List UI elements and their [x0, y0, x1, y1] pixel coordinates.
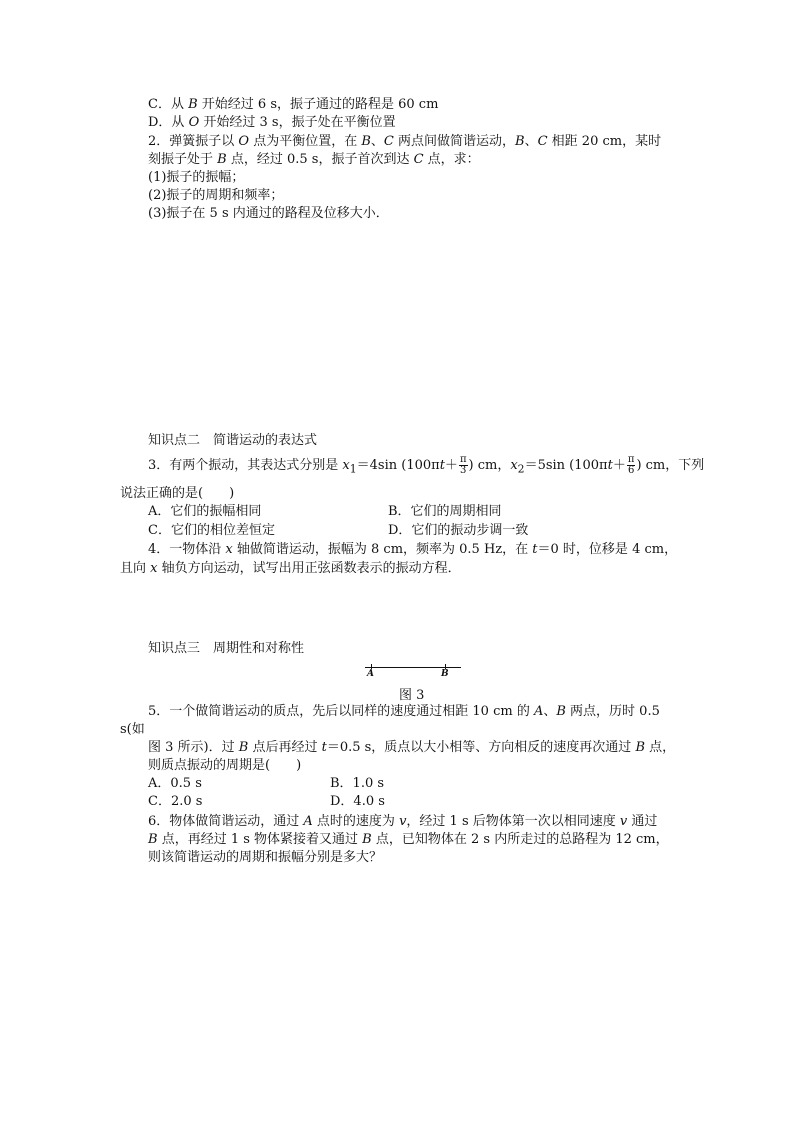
q3-line-2: 说法正确的是( ) [120, 486, 235, 501]
var: x [510, 458, 518, 473]
text: 、 [370, 134, 384, 149]
numerator: π [459, 454, 467, 465]
text: 开始经过 6 s，振子通过的路程是 60 cm [197, 97, 439, 112]
text: ＋ [444, 458, 458, 473]
fraction-pi-6 [627, 455, 636, 476]
q3-option-a: A．它们的振幅相同 [148, 504, 262, 519]
q5-option-a: A．0.5 s [148, 776, 202, 791]
section-3-title: 知识点三 周期性和对称性 [148, 641, 305, 656]
var: t [532, 542, 538, 557]
fraction-pi-3 [459, 455, 468, 476]
text: 点，求： [423, 152, 480, 167]
text: 2．弹簧振子以 [148, 134, 239, 149]
q6-line-1 [148, 813, 657, 831]
var: B [362, 832, 372, 847]
var: x [225, 542, 233, 557]
q5-option-c: C．2.0 s [148, 794, 203, 809]
text: 通过 [627, 814, 658, 829]
var: O [188, 115, 200, 130]
text: 点为平衡位置，在 [249, 134, 362, 149]
q3-line-1 [148, 453, 704, 483]
text: 4．一物体沿 [148, 542, 226, 557]
denominator: 6 [627, 465, 635, 476]
text: ，经过 1 s 后物体第一次以相同速度 [406, 814, 620, 829]
q5-line-3 [148, 739, 675, 757]
text: 开始经过 3 s，振子处在平衡位置 [199, 115, 396, 130]
text: 轴做简谐运动，振幅为 8 cm，频率为 0.5 Hz，在 [232, 542, 533, 557]
var: t [607, 458, 613, 473]
var: B [361, 134, 371, 149]
var: B [515, 134, 525, 149]
var: x [342, 458, 350, 473]
var: B [635, 740, 645, 755]
text: 两点，历时 0.5 [565, 704, 660, 719]
q3-option-b: B．它们的周期相同 [388, 504, 502, 519]
q4-line-1 [148, 541, 677, 559]
q2-sub-3: (3)振子在 5 s 内通过的路程及位移大小． [148, 206, 389, 221]
section-2-title: 知识点二 简谐运动的表达式 [148, 433, 318, 448]
q1-option-c [148, 96, 438, 114]
q5-option-d: D．4.0 s [330, 794, 385, 809]
q6-line-3: 则该简谐运动的周期和振幅分别是多大？ [148, 850, 383, 865]
q1-option-d [148, 114, 396, 132]
var: B [217, 152, 227, 167]
text: ＝0 时，位移是 4 cm， [537, 542, 678, 557]
figure-3-diagram [365, 664, 461, 680]
var: C [383, 134, 394, 149]
q5-option-b: B．1.0 s [330, 776, 385, 791]
text: 点，已知物体在 2 s 内所走过的总路程为 12 cm， [371, 832, 669, 847]
var: B [188, 97, 198, 112]
q5-line-2: s(如 [120, 722, 145, 737]
q2-sub-1: (1)振子的振幅； [148, 170, 245, 185]
point-a-label: A [367, 669, 374, 679]
text: 图 3 所示)．过 [148, 740, 239, 755]
numerator: π [627, 454, 635, 465]
text: 点，再经过 1 s 物体紧接着又通过 [157, 832, 363, 847]
text: D．从 [148, 115, 189, 130]
q5-line-4: 则质点振动的周期是( ) [148, 758, 302, 773]
subscript: 1 [349, 462, 357, 476]
text: 点，经过 0.5 s，振子首次到达 [226, 152, 414, 167]
text: 点时的速度为 [312, 814, 400, 829]
var: B [238, 740, 249, 755]
var: x [150, 561, 158, 576]
var: O [238, 134, 250, 149]
text: 6．物体做简谐运动，通过 [148, 814, 304, 829]
text: 、 [543, 704, 557, 719]
text: 轴负方向运动，试写出用正弦函数表示的振动方程． [157, 561, 461, 576]
var: A [303, 814, 313, 829]
text: ) cm，下列 [636, 458, 705, 473]
q2-line-1 [148, 133, 661, 151]
figure-3-line [365, 667, 461, 668]
var: C [413, 152, 424, 167]
text: C．从 [148, 97, 189, 112]
var: A [533, 704, 544, 719]
text: 相距 20 cm，某时 [547, 134, 662, 149]
text: ＝5sin (100π [524, 458, 608, 473]
text: 点， [645, 740, 676, 755]
point-b-label: B [441, 669, 449, 679]
text: 点后再经过 [248, 740, 322, 755]
q3-option-c: C．它们的相位差恒定 [148, 523, 275, 538]
text: ) cm， [468, 458, 511, 473]
var: t [439, 458, 445, 473]
text: 刻振子处于 [148, 152, 218, 167]
text: ＝4sin (100π [356, 458, 440, 473]
q2-line-2 [148, 151, 480, 169]
text: 且向 [120, 561, 151, 576]
q5-line-1 [148, 703, 660, 721]
text: 、 [524, 134, 538, 149]
text: 3．有两个振动，其表达式分别是 [148, 458, 343, 473]
var: B [148, 832, 158, 847]
var: B [556, 704, 566, 719]
q6-line-2 [148, 831, 669, 849]
text: 两点间做简谐运动， [393, 134, 516, 149]
subscript: 2 [517, 462, 525, 476]
var: v [619, 814, 628, 829]
var: v [399, 814, 407, 829]
var: t [321, 740, 327, 755]
figure-3-caption: 图 3 [399, 688, 425, 703]
q4-line-2 [120, 560, 461, 578]
denominator: 3 [460, 465, 467, 476]
var: C [537, 134, 548, 149]
q3-option-d: D．它们的振动步调一致 [388, 523, 529, 538]
text: 5．一个做简谐运动的质点，先后以同样的速度通过相距 10 cm 的 [148, 704, 534, 719]
q2-sub-2: (2)振子的周期和频率； [148, 188, 284, 203]
text: ＝0.5 s，质点以大小相等、方向相反的速度再次通过 [326, 740, 636, 755]
text: ＋ [612, 458, 626, 473]
